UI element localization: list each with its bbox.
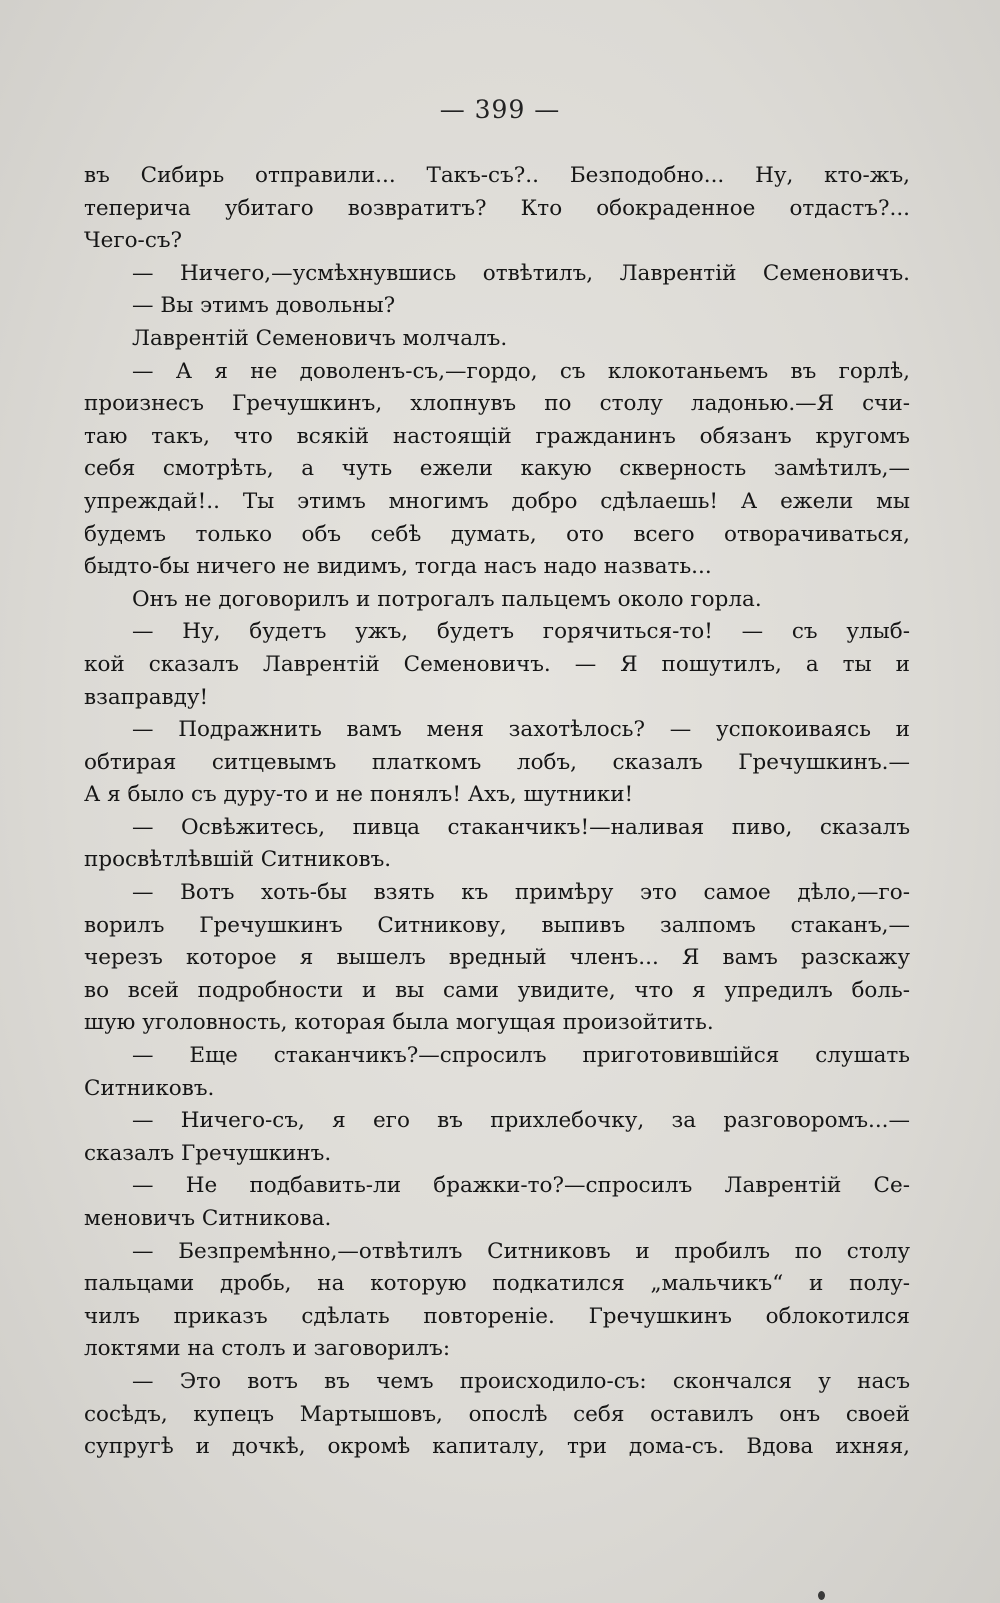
text-line: взаправду!	[84, 684, 209, 710]
text-line: шую уголовность, которая была могущая произойтить.	[84, 1010, 714, 1036]
text-line: — Не подбавить-ли бражки-то?—спросилъ Лаврентій Се-	[132, 1173, 910, 1199]
text-line: себя смотрѣть, а чуть ежели какую скверность замѣтилъ,—	[84, 456, 910, 482]
text-line: — Вотъ хоть-бы взять къ примѣру это самое дѣло,—го-	[132, 880, 910, 906]
text-line: — Вы этимъ довольны?	[132, 293, 396, 319]
text-line: Чего-съ?	[84, 228, 183, 254]
body-text	[84, 160, 910, 1464]
text-line: пальцами дробь, на которую подкатился „мальчикъ“ и полу-	[84, 1271, 910, 1297]
text-line: сказалъ Гречушкинъ.	[84, 1140, 332, 1166]
text-line: супругѣ и дочкѣ, окромѣ капиталу, три дома-съ. Вдова ихняя,	[84, 1434, 910, 1460]
text-line: Лаврентій Семеновичъ молчалъ.	[132, 325, 508, 351]
text-line: — Безпремѣнно,—отвѣтилъ Ситниковъ и пробилъ по столу	[132, 1238, 910, 1264]
text-line: — Освѣжитесь, пивца стаканчикъ!—наливая пиво, сказалъ	[132, 814, 910, 840]
text-line: — Подражнить вамъ меня захотѣлось? — успокоиваясь и	[132, 717, 910, 743]
text-line: А я было съ дуру-то и не понялъ! Ахъ, шутники!	[84, 782, 634, 808]
text-line: — А я не доволенъ-съ,—гордо, съ клокотаньемъ въ горлѣ,	[132, 358, 910, 384]
text-line: упреждай!.. Ты этимъ многимъ добро сдѣлаешь! А ежели мы	[84, 488, 910, 514]
text-line: чилъ приказъ сдѣлать повтореніе. Гречушкинъ облокотился	[84, 1303, 910, 1329]
ink-speck	[818, 1591, 825, 1600]
page-number: — 399 —	[439, 95, 561, 124]
text-line: будемъ только объ себѣ думать, ото всего отворачиваться,	[84, 521, 910, 547]
text-line: меновичъ Ситникова.	[84, 1206, 332, 1231]
text-line: быдто-бы ничего не видимъ, тогда насъ надо назвать...	[84, 554, 712, 580]
text-line: Ситниковъ.	[84, 1075, 215, 1101]
text-line: обтирая ситцевымъ платкомъ лобъ, сказалъ Гречушкинъ.—	[84, 749, 910, 775]
text-line: таю такъ, что всякій настоящій гражданинъ обязанъ кругомъ	[84, 423, 910, 449]
text-line: локтями на столъ и заговорилъ:	[84, 1336, 451, 1362]
text-line: во всей подробности и вы сами увидите, что я упредилъ боль-	[84, 977, 910, 1003]
text-line: ворилъ Гречушкинъ Ситникову, выпивъ залпомъ стаканъ,—	[84, 912, 910, 938]
text-line: — Это вотъ въ чемъ происходило-съ: скончался у насъ	[132, 1368, 910, 1394]
text-line: черезъ которое я вышелъ вредный членъ... Я вамъ разскажу	[84, 945, 910, 971]
text-line: — Ну, будетъ ужъ, будетъ горячиться-то! — съ улыб-	[132, 619, 910, 645]
text-line: — Еще стаканчикъ?—спросилъ приготовившійся слушать	[132, 1043, 910, 1069]
text-line: въ Сибирь отправили... Такъ-съ?.. Безподобно... Ну, кто-жъ,	[84, 163, 910, 188]
text-line: кой сказалъ Лаврентій Семеновичъ. — Я пошутилъ, а ты и	[84, 651, 910, 677]
text-line: просвѣтлѣвшій Ситниковъ.	[84, 847, 392, 873]
text-line: сосѣдъ, купецъ Мартышовъ, опослѣ себя оставилъ онъ своей	[84, 1401, 910, 1427]
text-line: — Ничего-съ, я его въ прихлебочку, за разговоромъ...—	[132, 1108, 910, 1134]
text-line: теперича убитаго возвратитъ? Кто обокраденное отдастъ?...	[84, 195, 910, 221]
text-line: произнесъ Гречушкинъ, хлопнувъ по столу ладонью.—Я счи-	[84, 391, 910, 417]
text-line: — Ничего,—усмѣхнувшись отвѣтилъ, Лаврентій Семеновичъ.	[132, 260, 910, 286]
text-line: Онъ не договорилъ и потрогалъ пальцемъ около горла.	[132, 586, 762, 612]
